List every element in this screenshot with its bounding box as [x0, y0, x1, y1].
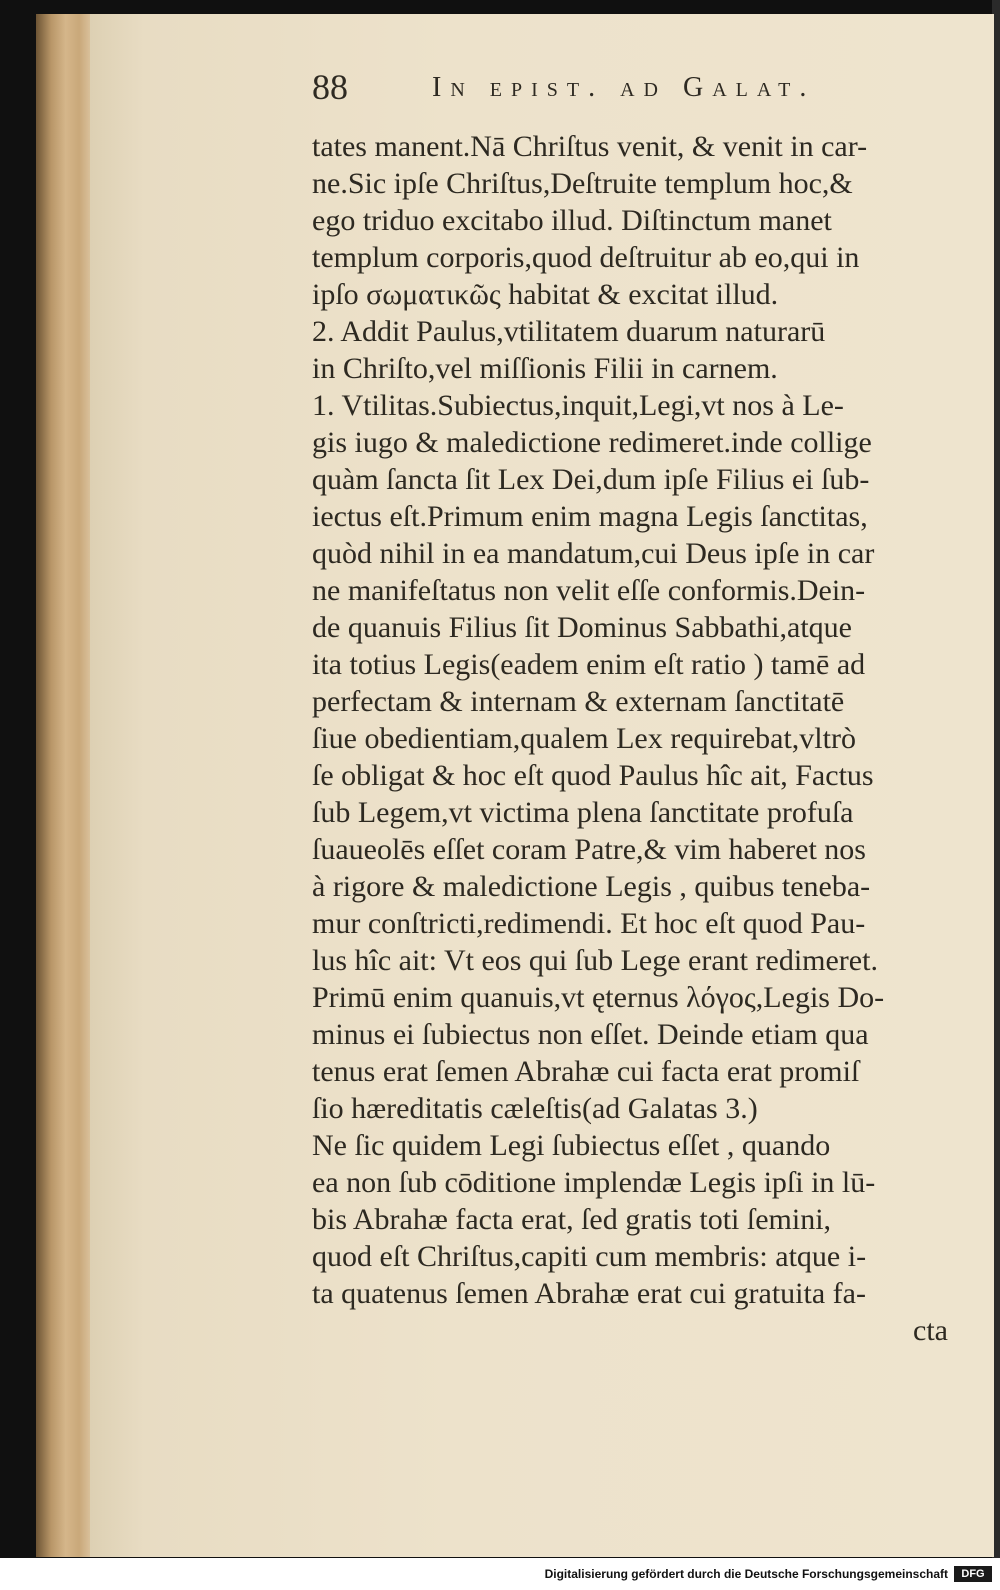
- text-line: ta quatenus ſemen Abrahæ erat cui gratuita fa-: [312, 1277, 866, 1310]
- text-line: tates manent.Nā Chriſtus venit, & venit in car-: [312, 130, 868, 163]
- page-header: [312, 66, 852, 116]
- text-line: in Chriſto,vel miſſionis Filii in carnem.: [312, 352, 778, 385]
- text-line: minus ei ſubiectus non eſſet. Deinde etiam qua: [312, 1018, 869, 1051]
- text-line: iectus eſt.Primum enim magna Legis ſanctitas,: [312, 500, 868, 533]
- text-line: de quanuis Filius ſit Dominus Sabbathi,atque: [312, 611, 852, 644]
- text-line: ſuaueolēs eſſet coram Patre,& vim haberet nos: [312, 833, 866, 866]
- body-text: [312, 128, 952, 1349]
- text-line: tenus erat ſemen Abrahæ cui facta erat promiſ: [312, 1055, 860, 1088]
- text-line: ſe obligat & hoc eſt quod Paulus hîc ait, Factus: [312, 759, 874, 792]
- text-line: Primū enim quanuis,vt ęternus λόγος,Legis Do-: [312, 981, 885, 1014]
- text-line: ſio hæreditatis cæleſtis(ad Galatas 3.): [312, 1092, 758, 1125]
- book-page-edges: [36, 14, 90, 1557]
- dfg-logo: DFG: [954, 1566, 992, 1582]
- text-line: 2. Addit Paulus,vtilitatem duarum naturarū: [312, 315, 826, 348]
- text-line: ita totius Legis(eadem enim eſt ratio ) tamē ad: [312, 648, 866, 681]
- text-line: ne manifeſtatus non velit eſſe conformis.Dein-: [312, 574, 866, 607]
- text-line: ea non ſub cōditione implendæ Legis ipſi in lū-: [312, 1166, 876, 1199]
- text-line: gis iugo & maledictione redimeret.inde collige: [312, 426, 872, 459]
- catchword: cta: [913, 1314, 948, 1347]
- text-line: Ne ſic quidem Legi ſubiectus eſſet , quando: [312, 1129, 831, 1162]
- footer-bar: [0, 1558, 1000, 1590]
- text-line: ſub Legem,vt victima plena ſanctitate profuſa: [312, 796, 854, 829]
- text-line: bis Abrahæ facta erat, ſed gratis toti ſemini,: [312, 1203, 832, 1236]
- text-line: ipſo σωματικῶς habitat & excitat illud.: [312, 278, 779, 311]
- text-line: templum corporis,quod deſtruitur ab eo,qui in: [312, 241, 860, 274]
- text-line: quòd nihil in ea mandatum,cui Deus ipſe in car: [312, 537, 875, 570]
- text-line: 1. Vtilitas.Subiectus,inquit,Legi,vt nos à Le-: [312, 389, 844, 422]
- text-line: mur conſtricti,redimendi. Et hoc eſt quod Pau-: [312, 907, 866, 940]
- text-line: à rigore & maledictione Legis , quibus teneba-: [312, 870, 871, 903]
- digitization-credit: Digitalisierung gefördert durch die Deutsche Forschungsgemeinschaft: [544, 1567, 948, 1581]
- text-line: ne.Sic ipſe Chriſtus,Deſtruite templum hoc,&: [312, 167, 853, 200]
- text-line: lus hîc ait: Vt eos qui ſub Lege erant redimeret.: [312, 944, 878, 977]
- text-line: ego triduo excitabo illud. Diſtinctum manet: [312, 204, 832, 237]
- text-line: perfectam & internam & externam ſanctitatē: [312, 685, 845, 718]
- text-line: quàm ſancta ſit Lex Dei,dum ipſe Filius ei ſub-: [312, 463, 870, 496]
- text-line: ſiue obedientiam,qualem Lex requirebat,vltrò: [312, 722, 856, 755]
- running-title: In epist. ad Galat.: [432, 72, 816, 103]
- text-line: quod eſt Chriſtus,capiti cum membris: atque i-: [312, 1240, 867, 1273]
- page-number: 88: [312, 67, 348, 107]
